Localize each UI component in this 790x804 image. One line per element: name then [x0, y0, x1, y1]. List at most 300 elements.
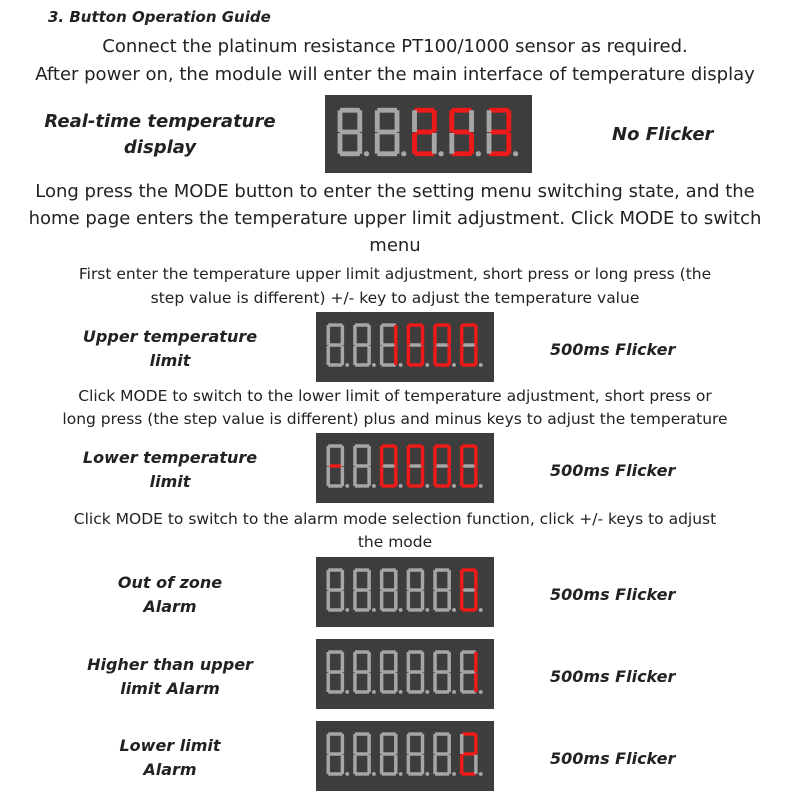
row-label-out-of-zone: [65, 571, 275, 619]
led-segment: [380, 673, 383, 692]
led-decimal-point: [345, 608, 349, 612]
row-label-lower-alarm: [65, 734, 275, 782]
led-segment: [435, 484, 449, 487]
led-segment: [355, 772, 369, 775]
led-segment: [367, 570, 370, 590]
led-segment: [433, 325, 436, 345]
led-segment: [447, 346, 450, 365]
led-segment: [353, 570, 356, 590]
led-decimal-point: [479, 608, 483, 612]
led-segment: [382, 670, 396, 673]
led-segment: [421, 467, 424, 486]
led-segment: [328, 464, 342, 467]
led-decimal-point: [452, 363, 456, 367]
led-decimal-point: [438, 151, 443, 156]
led-segment: [462, 752, 476, 755]
led-segment: [407, 446, 410, 466]
led-segment: [355, 363, 369, 366]
led-segment: [433, 673, 436, 692]
intro-line-1: Connect the platinum resistance PT100/1000 sensor as required.: [102, 36, 688, 57]
led-segment: [355, 588, 369, 591]
led-decimal-point: [425, 608, 429, 612]
led-segment: [382, 363, 396, 366]
led-segment: [341, 652, 344, 672]
led-segment: [328, 568, 342, 571]
led-segment: [341, 673, 344, 692]
led-decimal-point: [399, 363, 403, 367]
led-segment: [447, 755, 450, 774]
row-label-line: limit: [149, 351, 191, 370]
led-segment: [328, 444, 342, 447]
led-segment: [328, 608, 342, 611]
led-segment: [408, 670, 422, 673]
alarm-line-1: Click MODE to switch to the alarm mode selection function, click +/- keys to adjust: [73, 510, 717, 528]
led-segment: [487, 110, 492, 132]
led-segment: [394, 467, 397, 486]
section-heading: 3. Button Operation Guide: [48, 8, 271, 26]
led-segment: [382, 323, 396, 326]
led-segment: [327, 570, 330, 590]
led-decimal-point: [452, 772, 456, 776]
led-segment: [353, 467, 356, 486]
lower-line-2: long press (the step value is different) plus and minus keys to adjust the temperature: [62, 410, 728, 428]
led-segment: [412, 133, 417, 154]
led-display-higher: [316, 639, 494, 709]
led-segment: [433, 734, 436, 754]
led-segment: [474, 673, 477, 692]
led-segment: [460, 734, 463, 754]
led-segment: [421, 734, 424, 754]
led-segment: [328, 588, 342, 591]
led-segment: [341, 446, 344, 466]
led-segment: [394, 346, 397, 365]
row-label-line: Upper temperature: [82, 327, 258, 346]
led-segment: [377, 151, 397, 156]
led-segment: [355, 343, 369, 346]
led-segment: [382, 772, 396, 775]
led-segment: [355, 568, 369, 571]
led-segment: [382, 752, 396, 755]
led-segment: [421, 570, 424, 590]
led-decimal-point: [399, 608, 403, 612]
led-segment: [408, 464, 422, 467]
led-segment: [394, 446, 397, 466]
led-segment: [408, 690, 422, 693]
led-segment: [353, 652, 356, 672]
led-segment: [353, 346, 356, 365]
led-segment: [355, 608, 369, 611]
intro-line-2: After power on, the module will enter the main interface of temperature display: [35, 64, 755, 85]
led-segment: [435, 772, 449, 775]
led-segment: [432, 133, 437, 154]
led-decimal-point: [479, 363, 483, 367]
led-segment: [435, 568, 449, 571]
led-segment: [433, 467, 436, 486]
led-segment: [382, 588, 396, 591]
led-segment: [328, 484, 342, 487]
led-segment: [340, 151, 360, 156]
led-segment: [353, 446, 356, 466]
row-label-line: Lower limit: [119, 736, 221, 755]
led-segment: [435, 588, 449, 591]
led-segment: [435, 670, 449, 673]
led-segment: [382, 568, 396, 571]
led-segment: [432, 110, 437, 132]
led-segment: [474, 346, 477, 365]
led-segment: [412, 110, 417, 132]
led-segment: [435, 464, 449, 467]
led-segment: [377, 130, 397, 135]
led-segment: [328, 363, 342, 366]
menu-line-1: Long press the MODE button to enter the setting menu switching state, and the: [35, 181, 755, 202]
led-segment: [460, 570, 463, 590]
led-segment: [449, 133, 454, 154]
led-decimal-point: [452, 690, 456, 694]
led-segment: [382, 732, 396, 735]
led-segment: [355, 484, 369, 487]
alarm-line-2: the mode: [357, 533, 433, 551]
led-segment: [407, 755, 410, 774]
led-decimal-point: [345, 690, 349, 694]
led-segment: [355, 670, 369, 673]
led-segment: [367, 446, 370, 466]
led-segment: [449, 110, 454, 132]
led-segment: [380, 346, 383, 365]
led-segment: [380, 446, 383, 466]
led-segment: [380, 734, 383, 754]
led-segment: [447, 570, 450, 590]
led-segment: [474, 591, 477, 610]
led-decimal-point: [372, 690, 376, 694]
led-segment: [506, 110, 511, 132]
led-segment: [353, 673, 356, 692]
led-segment: [367, 673, 370, 692]
led-segment: [353, 755, 356, 774]
led-segment: [328, 690, 342, 693]
led-decimal-point: [425, 690, 429, 694]
led-segment: [447, 591, 450, 610]
led-segment: [407, 591, 410, 610]
led-segment: [460, 467, 463, 486]
led-display-upper: [316, 312, 494, 382]
led-segment: [341, 591, 344, 610]
led-segment: [447, 652, 450, 672]
led-segment: [327, 346, 330, 365]
led-segment: [380, 652, 383, 672]
led-segment: [353, 734, 356, 754]
led-segment: [408, 484, 422, 487]
led-segment: [367, 591, 370, 610]
led-segment: [382, 608, 396, 611]
led-segment: [340, 130, 360, 135]
led-segment: [460, 673, 463, 692]
led-segment: [382, 484, 396, 487]
led-segment: [462, 588, 476, 591]
led-segment: [394, 325, 397, 345]
led-decimal-point: [345, 363, 349, 367]
led-segment: [367, 467, 370, 486]
led-segment: [469, 133, 474, 154]
row-label-line: Real-time temperature: [44, 111, 276, 132]
led-segment: [460, 446, 463, 466]
led-decimal-point: [452, 608, 456, 612]
led-segment: [340, 108, 360, 113]
led-segment: [407, 570, 410, 590]
led-decimal-point: [401, 151, 406, 156]
led-segment: [327, 446, 330, 466]
led-decimal-point: [425, 363, 429, 367]
led-segment: [380, 570, 383, 590]
led-decimal-point: [399, 690, 403, 694]
led-segment: [408, 323, 422, 326]
led-segment: [435, 752, 449, 755]
led-segment: [421, 673, 424, 692]
flicker-label-lower-alarm: 500ms Flicker: [550, 749, 676, 768]
led-decimal-point: [372, 772, 376, 776]
led-segment: [408, 772, 422, 775]
led-segment: [462, 464, 476, 467]
led-segment: [433, 570, 436, 590]
led-decimal-point: [513, 151, 518, 156]
led-segment: [341, 755, 344, 774]
upper-line-2: step value is different) +/- key to adjust the temperature value: [150, 289, 640, 307]
led-segment: [474, 734, 477, 754]
led-segment: [367, 755, 370, 774]
led-segment: [382, 650, 396, 653]
led-segment: [447, 673, 450, 692]
row-label-line: display: [123, 137, 197, 158]
led-segment: [435, 363, 449, 366]
led-segment: [435, 690, 449, 693]
led-segment: [341, 325, 344, 345]
led-segment: [460, 325, 463, 345]
led-segment: [433, 446, 436, 466]
led-decimal-point: [425, 484, 429, 488]
led-segment: [338, 110, 343, 132]
led-segment: [489, 130, 509, 135]
led-segment: [355, 690, 369, 693]
led-display-lower: [316, 433, 494, 503]
led-segment: [462, 484, 476, 487]
led-decimal-point: [345, 484, 349, 488]
led-segment: [367, 346, 370, 365]
led-segment: [452, 151, 472, 156]
led-segment: [394, 570, 397, 590]
led-segment: [353, 325, 356, 345]
led-display-lower-alarm: [316, 721, 494, 791]
led-segment: [460, 346, 463, 365]
led-segment: [327, 325, 330, 345]
led-segment: [367, 734, 370, 754]
row-label-line: limit Alarm: [120, 679, 220, 698]
led-segment: [367, 325, 370, 345]
led-segment: [462, 343, 476, 346]
row-label-lower: [65, 446, 275, 494]
led-segment: [435, 732, 449, 735]
led-segment: [408, 444, 422, 447]
led-segment: [394, 755, 397, 774]
led-segment: [462, 772, 476, 775]
led-segment: [408, 752, 422, 755]
led-display-realtime: [325, 95, 532, 173]
led-segment: [506, 133, 511, 154]
led-segment: [375, 110, 380, 132]
led-segment: [408, 650, 422, 653]
led-segment: [327, 755, 330, 774]
led-segment: [474, 570, 477, 590]
led-segment: [447, 467, 450, 486]
led-segment: [375, 133, 380, 154]
led-segment: [341, 734, 344, 754]
led-segment: [327, 734, 330, 754]
led-segment: [394, 673, 397, 692]
led-segment: [415, 151, 435, 156]
led-segment: [355, 444, 369, 447]
led-segment: [357, 133, 362, 154]
led-segment: [407, 734, 410, 754]
led-segment: [327, 673, 330, 692]
led-segment: [382, 464, 396, 467]
led-segment: [462, 444, 476, 447]
led-segment: [462, 323, 476, 326]
led-segment: [474, 467, 477, 486]
led-segment: [327, 652, 330, 672]
led-segment: [394, 734, 397, 754]
row-label-upper: [65, 325, 275, 373]
flicker-label-upper: 500ms Flicker: [550, 340, 676, 359]
led-segment: [394, 652, 397, 672]
led-segment: [421, 346, 424, 365]
led-decimal-point: [372, 608, 376, 612]
led-segment: [328, 650, 342, 653]
led-decimal-point: [452, 484, 456, 488]
led-segment: [462, 568, 476, 571]
led-segment: [433, 755, 436, 774]
led-segment: [421, 652, 424, 672]
row-label-line: Alarm: [143, 760, 197, 779]
led-segment: [408, 608, 422, 611]
upper-line-1: First enter the temperature upper limit adjustment, short press or long press (the: [78, 265, 712, 283]
row-label-line: Alarm: [143, 597, 197, 616]
led-segment: [357, 110, 362, 132]
led-segment: [452, 108, 472, 113]
led-decimal-point: [372, 363, 376, 367]
led-segment: [435, 444, 449, 447]
led-segment: [435, 608, 449, 611]
led-decimal-point: [372, 484, 376, 488]
led-segment: [341, 570, 344, 590]
led-segment: [328, 323, 342, 326]
row-label-line: Out of zone: [117, 573, 223, 592]
led-segment: [435, 323, 449, 326]
led-segment: [355, 323, 369, 326]
led-segment: [380, 467, 383, 486]
flicker-label-lower: 500ms Flicker: [550, 461, 676, 480]
led-segment: [447, 446, 450, 466]
led-segment: [421, 591, 424, 610]
led-segment: [462, 363, 476, 366]
led-segment: [489, 108, 509, 113]
led-segment: [394, 591, 397, 610]
led-segment: [421, 755, 424, 774]
led-segment: [474, 325, 477, 345]
led-segment: [474, 652, 477, 672]
led-segment: [462, 608, 476, 611]
led-segment: [487, 133, 492, 154]
led-segment: [353, 591, 356, 610]
led-segment: [462, 670, 476, 673]
led-segment: [408, 363, 422, 366]
led-decimal-point: [479, 484, 483, 488]
led-segment: [469, 110, 474, 132]
led-segment: [328, 772, 342, 775]
led-segment: [380, 755, 383, 774]
led-segment: [474, 446, 477, 466]
menu-line-3: menu: [369, 235, 421, 256]
led-segment: [433, 591, 436, 610]
led-segment: [460, 591, 463, 610]
led-segment: [328, 343, 342, 346]
led-segment: [382, 690, 396, 693]
row-label-line: Lower temperature: [82, 448, 258, 467]
led-segment: [380, 591, 383, 610]
led-segment: [474, 755, 477, 774]
led-segment: [408, 568, 422, 571]
led-segment: [408, 732, 422, 735]
led-segment: [328, 670, 342, 673]
led-segment: [408, 588, 422, 591]
led-segment: [421, 446, 424, 466]
led-segment: [447, 325, 450, 345]
led-segment: [355, 732, 369, 735]
led-segment: [328, 732, 342, 735]
led-segment: [327, 591, 330, 610]
led-segment: [462, 650, 476, 653]
led-segment: [433, 652, 436, 672]
led-segment: [408, 343, 422, 346]
led-segment: [435, 343, 449, 346]
led-segment: [328, 752, 342, 755]
led-segment: [462, 690, 476, 693]
led-segment: [327, 467, 330, 486]
led-segment: [355, 650, 369, 653]
led-decimal-point: [476, 151, 481, 156]
led-segment: [355, 464, 369, 467]
led-segment: [382, 444, 396, 447]
led-segment: [407, 652, 410, 672]
led-decimal-point: [425, 772, 429, 776]
led-segment: [407, 673, 410, 692]
led-segment: [407, 325, 410, 345]
led-segment: [377, 108, 397, 113]
menu-line-2: home page enters the temperature upper limit adjustment. Click MODE to switch: [28, 208, 762, 229]
led-segment: [460, 755, 463, 774]
led-segment: [415, 130, 435, 135]
row-label-higher: [65, 653, 275, 701]
led-segment: [395, 133, 400, 154]
led-segment: [341, 467, 344, 486]
row-label-realtime: [40, 109, 280, 161]
led-decimal-point: [399, 484, 403, 488]
led-segment: [462, 732, 476, 735]
led-decimal-point: [364, 151, 369, 156]
led-segment: [367, 652, 370, 672]
led-segment: [435, 650, 449, 653]
led-decimal-point: [399, 772, 403, 776]
led-segment: [415, 108, 435, 113]
led-segment: [433, 346, 436, 365]
led-segment: [355, 752, 369, 755]
